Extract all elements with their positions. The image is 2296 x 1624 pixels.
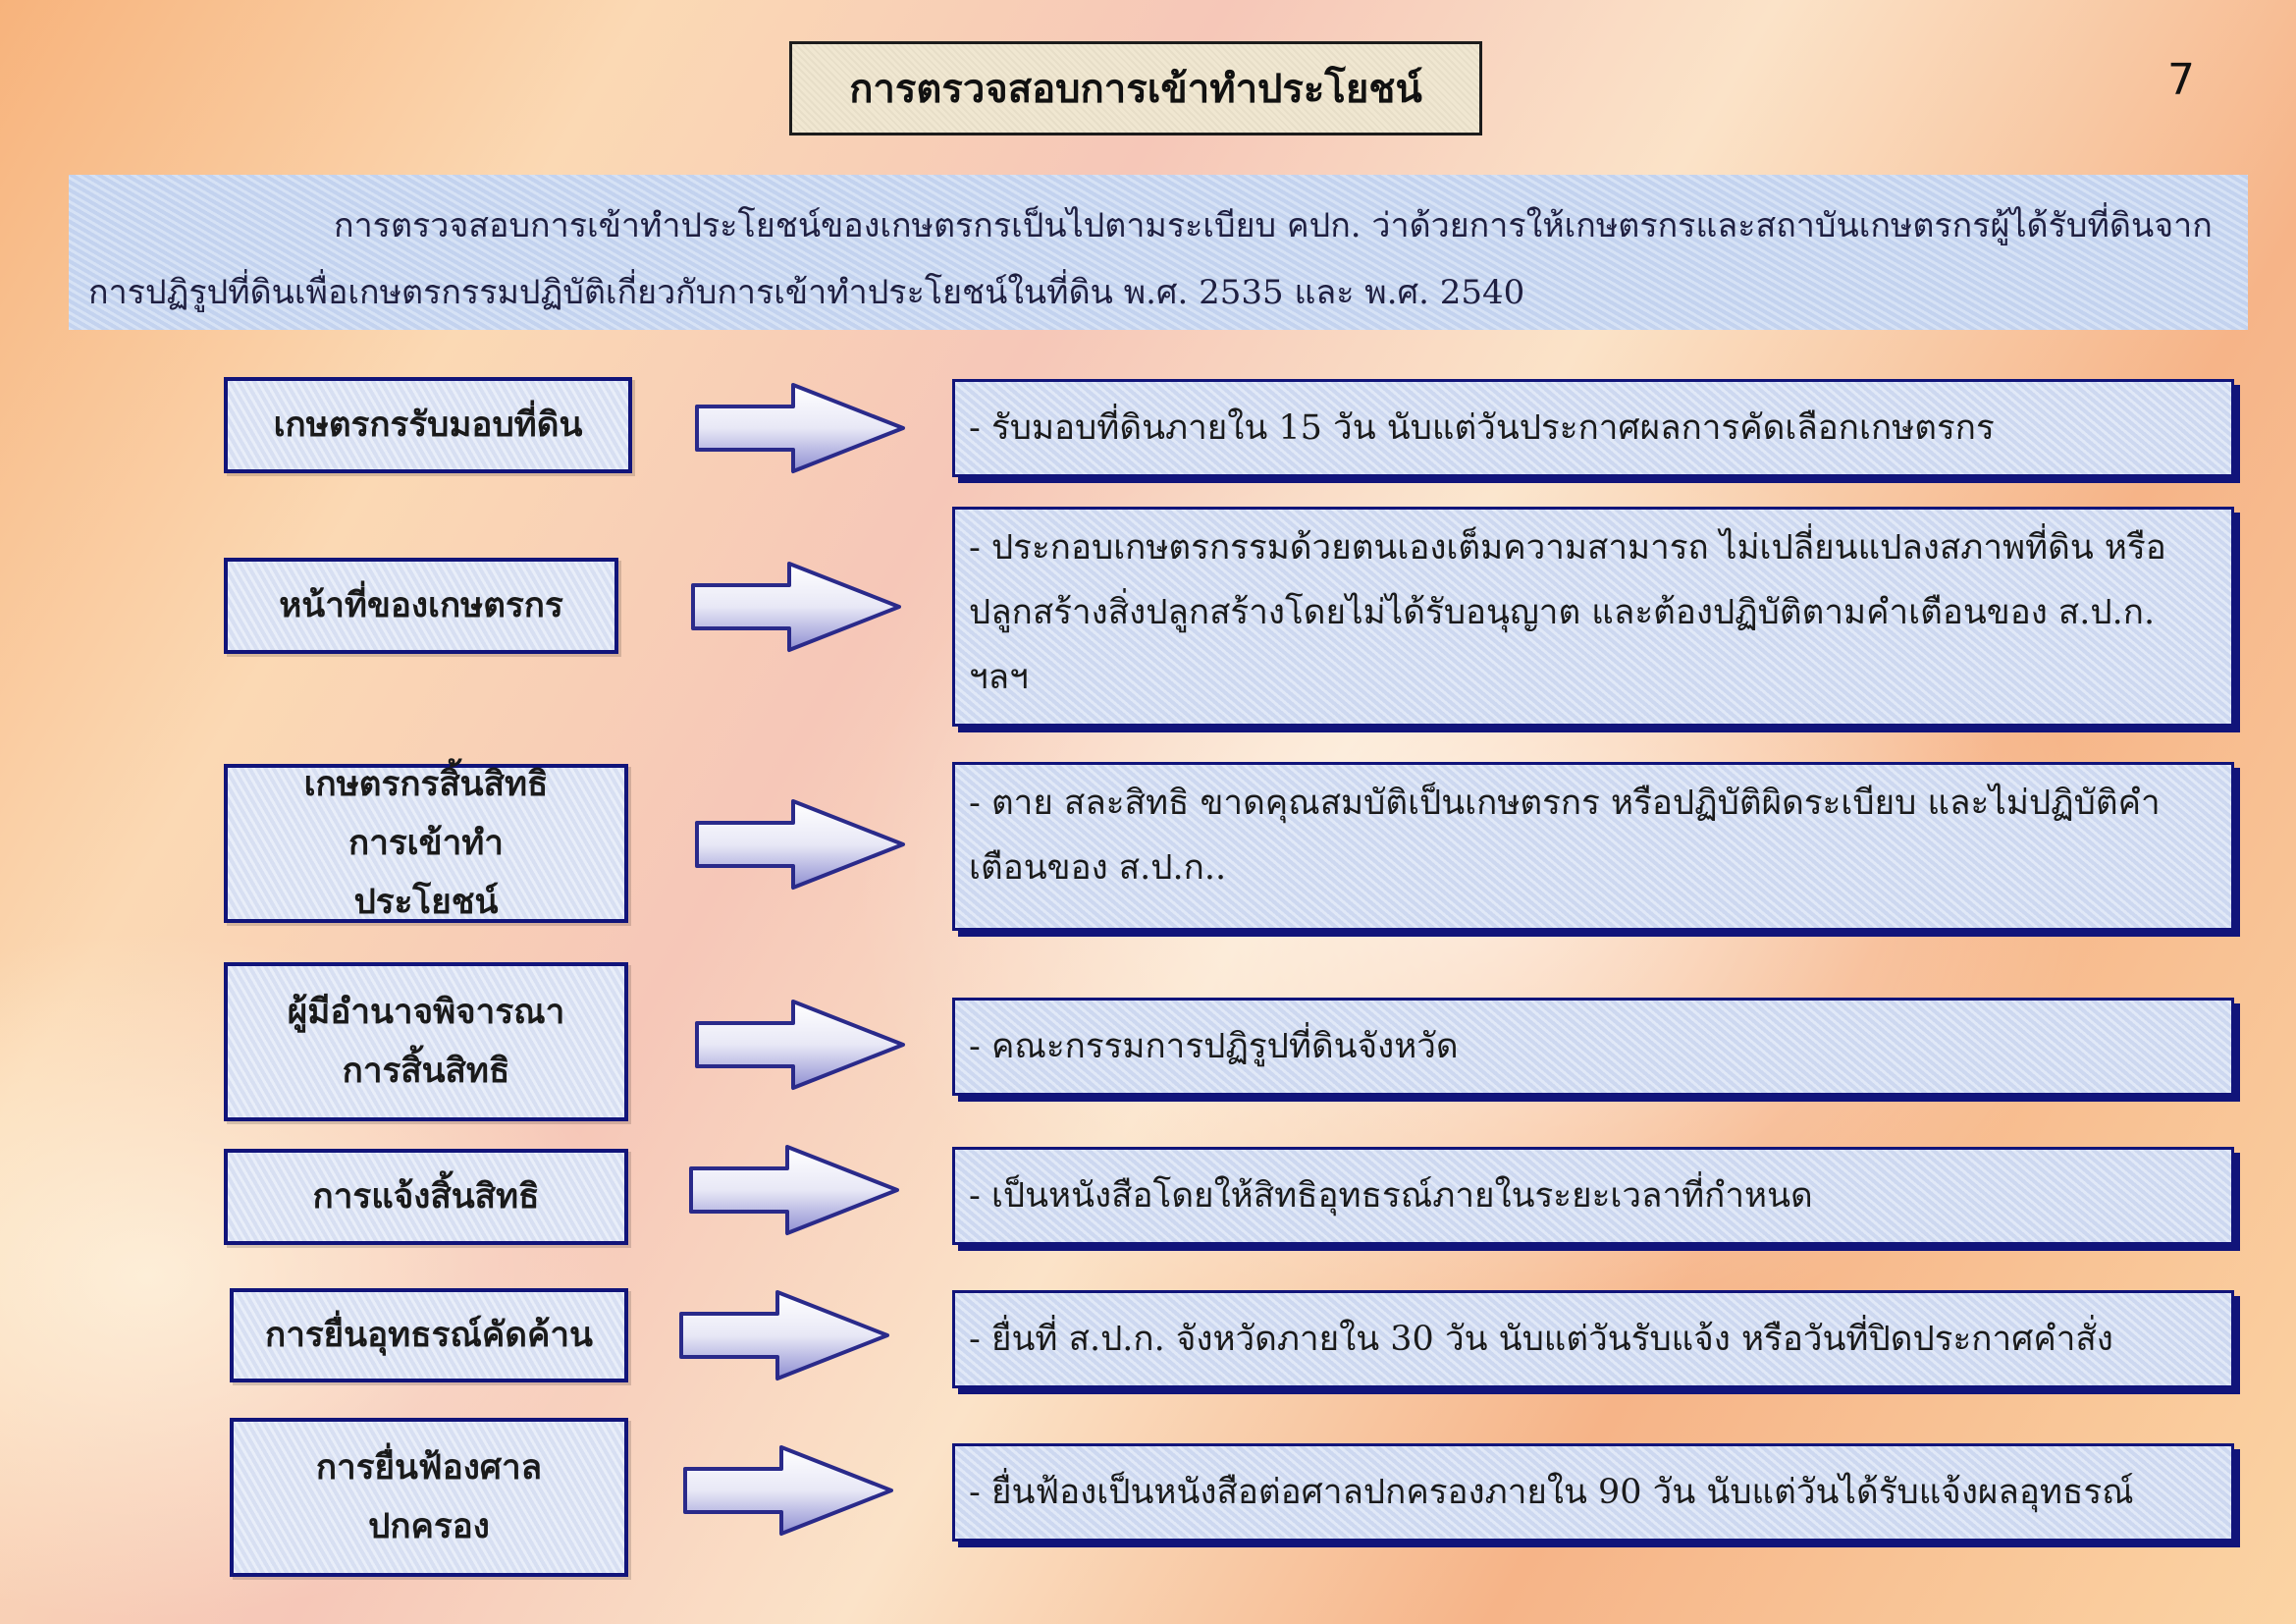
detail-box-appeal bbox=[952, 1290, 2234, 1388]
right-arrow-icon bbox=[687, 1143, 903, 1237]
detail-text: - ประกอบเกษตรกรรมด้วยตนเองเต็มความสามารถ ไม่เปลี่ยนแปลงสภาพที่ดิน หรือปลูกสร้างสิ่งปลูกสร้างโดยไม่ได้รับอนุญาต และต้องปฏิบัติตามคำเตือนของ ส.ป.ก. ฯลฯ bbox=[969, 528, 2166, 697]
page-title: การตรวจสอบการเข้าทำประโยชน์ bbox=[789, 41, 1482, 135]
detail-box-court bbox=[952, 1443, 2234, 1542]
step-box-appeal bbox=[230, 1288, 628, 1382]
step-box-farmer-duties bbox=[224, 558, 618, 654]
step-label: เกษตรกรสิ้นสิทธิการเข้าทำประโยชน์ bbox=[303, 764, 549, 922]
detail-box-loss-of-rights bbox=[952, 762, 2234, 931]
page-number: 7 bbox=[2167, 55, 2195, 105]
right-arrow-icon bbox=[681, 1443, 897, 1538]
detail-text: - ตาย สละสิทธิ ขาดคุณสมบัติเป็นเกษตรกร หรือปฏิบัติผิดระเบียบ และไม่ปฏิบัติคำเตือนของ ส.ป.ก.. bbox=[969, 784, 2161, 888]
detail-text: - คณะกรรมการปฏิรูปที่ดินจังหวัด bbox=[969, 1027, 1459, 1066]
detail-text: - รับมอบที่ดินภายใน 15 วัน นับแต่วันประกาศผลการคัดเลือกเกษตรกร bbox=[969, 408, 1995, 448]
step-box-authority bbox=[224, 962, 628, 1121]
detail-text: - ยื่นฟ้องเป็นหนังสือต่อศาลปกครองภายใน 90 วัน นับแต่วันได้รับแจ้งผลอุทธรณ์ bbox=[969, 1473, 2134, 1512]
step-box-notification bbox=[224, 1149, 628, 1245]
step-label: การยื่นอุทธรณ์คัดค้าน bbox=[265, 1315, 593, 1355]
step-label: การยื่นฟ้องศาลปกครอง bbox=[315, 1447, 543, 1546]
detail-box-receive-land bbox=[952, 379, 2234, 477]
right-arrow-icon bbox=[693, 797, 909, 892]
step-label: ผู้มีอำนาจพิจารณาการสิ้นสิทธิ bbox=[287, 992, 565, 1091]
step-box-loss-of-rights bbox=[224, 764, 628, 923]
step-label: เกษตรกรรับมอบที่ดิน bbox=[273, 405, 583, 445]
right-arrow-icon bbox=[693, 998, 909, 1092]
step-box-court bbox=[230, 1418, 628, 1577]
detail-text: - เป็นหนังสือโดยให้สิทธิอุทธรณ์ภายในระยะเวลาที่กำหนด bbox=[969, 1176, 1813, 1216]
right-arrow-icon bbox=[693, 381, 909, 475]
intro-text: การตรวจสอบการเข้าทำประโยชน์ของเกษตรกรเป็นไปตามระเบียบ คปก. ว่าด้วยการให้เกษตรกรและสถาบันเกษตรกรผู้ได้รับที่ดินจากการปฏิรูปที่ดินเพื่อเกษตรกรรมปฏิบัติเกี่ยวกับการเข้าทำประโยชน์ในที่ดิน พ.ศ. 2535 และ พ.ศ. 2540 bbox=[88, 206, 2213, 312]
right-arrow-icon bbox=[677, 1288, 893, 1382]
step-box-receive-land bbox=[224, 377, 632, 473]
intro-panel bbox=[69, 175, 2248, 330]
right-arrow-icon bbox=[689, 560, 905, 654]
step-label: หน้าที่ของเกษตรกร bbox=[279, 585, 563, 625]
detail-box-farmer-duties bbox=[952, 507, 2234, 727]
step-label: การแจ้งสิ้นสิทธิ bbox=[312, 1176, 540, 1217]
detail-text: - ยื่นที่ ส.ป.ก. จังหวัดภายใน 30 วัน นับแต่วันรับแจ้ง หรือวันที่ปิดประกาศคำสั่ง bbox=[969, 1320, 2113, 1359]
detail-box-notification bbox=[952, 1147, 2234, 1245]
detail-box-authority bbox=[952, 998, 2234, 1096]
